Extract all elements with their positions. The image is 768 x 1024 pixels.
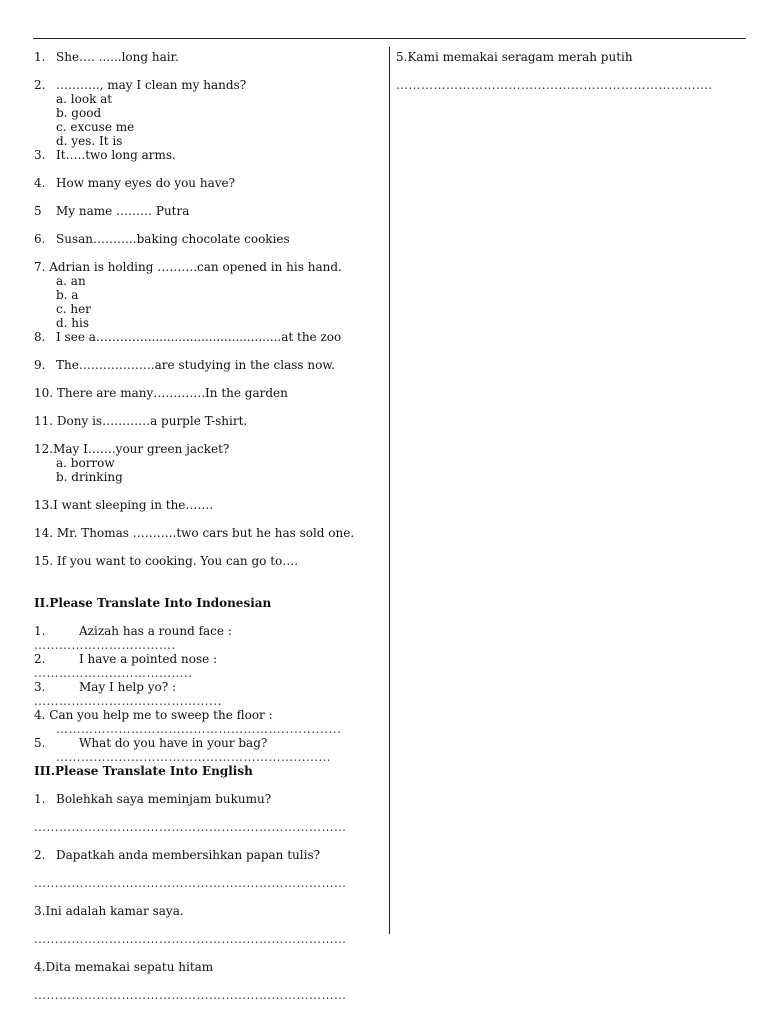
question-number: 2.	[34, 652, 46, 666]
spacer	[34, 778, 384, 792]
question-line: 11. Dony is…………a purple T-shirt.	[34, 414, 248, 428]
spacer	[34, 540, 384, 554]
spacer	[34, 484, 384, 498]
spacer	[34, 218, 384, 232]
question-number: 3.	[34, 680, 46, 694]
column-divider	[389, 47, 390, 934]
question-number: 1.	[34, 50, 46, 64]
answer-option: c. excuse me	[56, 120, 135, 134]
answer-blank: ……………………………………...	[34, 694, 222, 708]
answer-option: c. her	[56, 302, 91, 316]
question-line: 14. Mr. Thomas ………..two cars but he has sold one.	[34, 526, 355, 540]
answer-option: a. an	[56, 274, 86, 288]
question-text: Bolehkah saya meminjam bukumu?	[56, 792, 272, 806]
spacer	[34, 246, 384, 260]
question-text: Susan………..baking chocolate cookies	[56, 232, 290, 246]
question-number: 6.	[34, 232, 46, 246]
answer-blank: …………………………………………………………………	[34, 820, 347, 834]
question-line: 15. If you want to cooking. You can go to….	[34, 554, 299, 568]
spacer	[34, 582, 384, 596]
question-line	[34, 736, 384, 750]
question-text: ……….., may I clean my hands?	[56, 78, 247, 92]
question-text: I see a…………....................................at the zoo	[56, 330, 342, 344]
spacer	[34, 834, 384, 848]
spacer	[34, 610, 384, 624]
answer-blank: …………………………………………………………	[56, 750, 331, 764]
question-number: 3.	[34, 148, 46, 162]
question-line	[34, 848, 384, 862]
spacer	[34, 946, 384, 960]
spacer	[34, 372, 384, 386]
question-text: May I help yo? :	[79, 680, 177, 694]
section-heading: III.Please Translate Into English	[34, 764, 253, 778]
answer-option: b. good	[56, 106, 102, 120]
spacer	[34, 568, 384, 582]
answer-blank: ………………………………………………..............	[56, 722, 342, 736]
answer-blank: …………………………………………………………………	[34, 988, 347, 1002]
question-line	[34, 50, 384, 64]
question-text: Dapatkah anda membersihkan papan tulis?	[56, 848, 321, 862]
spacer	[34, 64, 384, 78]
question-number: 1.	[34, 792, 46, 806]
question-line	[34, 232, 384, 246]
answer-blank: …………………………………………………………………	[34, 876, 347, 890]
question-text: I have a pointed nose :	[79, 652, 218, 666]
answer-option: a. look at	[56, 92, 113, 106]
right-column	[396, 50, 744, 92]
question-line	[34, 624, 384, 638]
question-line: 7. Adrian is holding ……….can opened in his hand.	[34, 260, 342, 274]
question-number: 8.	[34, 330, 46, 344]
question-number: 9.	[34, 358, 46, 372]
question-line	[34, 792, 384, 806]
left-column	[34, 50, 384, 1002]
question-number: 5.	[34, 736, 46, 750]
question-line	[34, 204, 384, 218]
question-text: Azizah has a round face :	[79, 624, 232, 638]
question-text: How many eyes do you have?	[56, 176, 236, 190]
question-line	[34, 176, 384, 190]
question-line: 5.Kami memakai seragam merah putih	[396, 50, 633, 64]
question-number: 2.	[34, 848, 46, 862]
question-line	[34, 680, 384, 694]
question-text: My name ……… Putra	[56, 204, 190, 218]
answer-option: a. borrow	[56, 456, 115, 470]
spacer	[396, 64, 744, 78]
question-line: 4.Dita memakai sepatu hitam	[34, 960, 214, 974]
answer-option: b. drinking	[56, 470, 123, 484]
spacer	[34, 806, 384, 820]
answer-blank: ………………………………………………………………….	[396, 78, 713, 92]
spacer	[34, 428, 384, 442]
question-line	[34, 358, 384, 372]
top-rule	[33, 38, 746, 39]
answer-option: d. his	[56, 316, 90, 330]
question-line: 13.I want sleeping in the…….	[34, 498, 214, 512]
answer-blank: …………………………….	[34, 638, 176, 652]
section-heading: II.Please Translate Into Indonesian	[34, 596, 272, 610]
spacer	[34, 918, 384, 932]
question-line	[34, 330, 384, 344]
question-line	[34, 78, 384, 92]
answer-blank: ………………………………..	[34, 666, 193, 680]
question-line	[34, 148, 384, 162]
spacer	[34, 974, 384, 988]
question-line: 3.Ini adalah kamar saya.	[34, 904, 184, 918]
spacer	[34, 862, 384, 876]
question-text: What do you have in your bag?	[79, 736, 268, 750]
spacer	[34, 344, 384, 358]
question-number: 1.	[34, 624, 46, 638]
question-text: She…. ......long hair.	[56, 50, 179, 64]
question-line: 12.May I…….your green jacket?	[34, 442, 230, 456]
question-line: 10. There are many………….In the garden	[34, 386, 288, 400]
question-text: It…..two long arms.	[56, 148, 176, 162]
question-text: The……………….are studying in the class now.	[56, 358, 335, 372]
spacer	[34, 400, 384, 414]
answer-option: b. a	[56, 288, 79, 302]
spacer	[34, 890, 384, 904]
answer-blank: …………………………………………………………………	[34, 932, 347, 946]
question-line: 4. Can you help me to sweep the floor :	[34, 708, 273, 722]
spacer	[34, 190, 384, 204]
question-number: 5	[34, 204, 42, 218]
question-number: 2.	[34, 78, 46, 92]
spacer	[34, 512, 384, 526]
question-line	[34, 652, 384, 666]
question-number: 4.	[34, 176, 46, 190]
answer-option: d. yes. It is	[56, 134, 123, 148]
spacer	[34, 162, 384, 176]
